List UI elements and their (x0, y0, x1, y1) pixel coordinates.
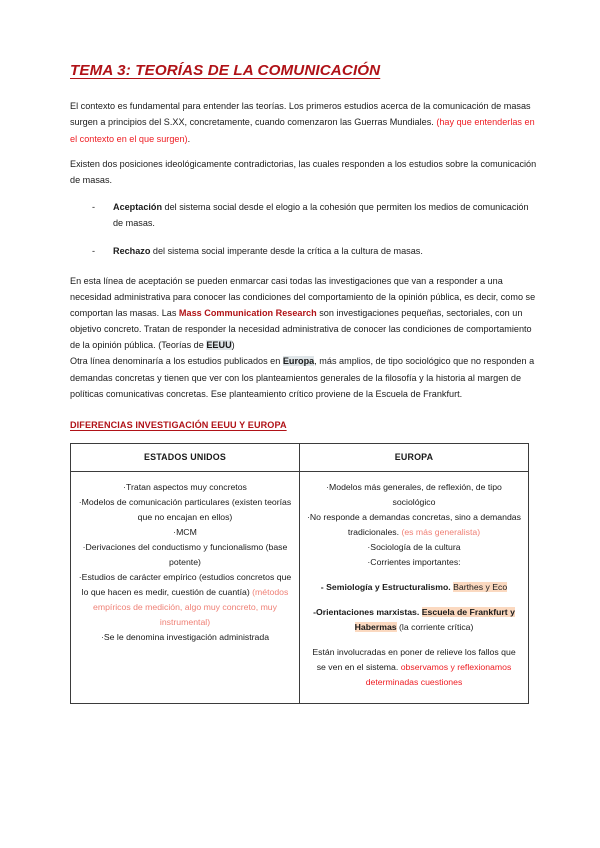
europa-line-6-label: -Orientaciones marxistas. (313, 606, 420, 617)
europa-line-4: ·Corrientes importantes: (367, 556, 461, 567)
europa-spacer-3 (307, 635, 521, 645)
table-header-europa: EUROPA (300, 443, 529, 471)
table-header-estados-unidos: ESTADOS UNIDOS (71, 443, 300, 471)
paragraph-intro-annotation: (hay que entenderlas en el contexto en el que surgen) (70, 117, 535, 144)
paragraph-europa-text-b: , más amplios, de tipo sociológico que no responden a demandas concretas y tienen que ver con los planteamientos generales de la filosofía y la historia al margen de políticas comunicativas concretas. Ese planteamiento crítico proviene de la Escuela de Frankfurt. (70, 356, 535, 399)
term-mass-communication-research: Mass Communication Research (178, 307, 317, 318)
list-item (70, 243, 538, 259)
europa-line-7-text: Están involucradas en poner de relieve los fallos que se ven en el sistema. (312, 646, 516, 672)
eeuu-line-1: ·Tratan aspectos muy concretos (123, 481, 247, 492)
list-item-lead: Rechazo (113, 246, 151, 257)
europa-spacer-1 (307, 570, 521, 580)
paragraph-europa (70, 353, 538, 402)
paragraph-positions: Existen dos posiciones ideológicamente contradictorias, las cuales responden a los estudios sobre la comunicación de masas. (70, 158, 537, 185)
europa-line-7-annotation: observamos y reflexionamos determinadas cuestiones (365, 661, 512, 687)
paragraph-mcr-text-b: son investigaciones pequeñas, sectoriales, con un objetivo concreto. Tratan de responder la necesidad administrativa de conocer las condiciones de comportamiento de la opinión pública. (Teorías de (70, 307, 532, 351)
table-header-row (71, 443, 529, 471)
eeuu-line-5 (78, 570, 292, 630)
europa-line-1: ·Modelos más generales, de reflexión, de tipo sociológico (326, 481, 502, 507)
eeuu-line-5-text: ·Estudios de carácter empírico (estudios concretos que lo que hacen es medir, cuestión de cuantía) (78, 571, 292, 597)
list-item-text: del sistema social imperante desde la crítica a la cultura de masas. (150, 246, 423, 257)
paragraph-mass-communication (70, 273, 538, 354)
eeuu-line-4: ·Derivaciones del conductismo y funcionalismo (base potente) (82, 541, 288, 567)
list-item-text: del sistema social desde el elogio a la cohesión que permiten los medios de comunicación de masas. (113, 202, 529, 229)
europa-line-2 (307, 510, 521, 540)
section-heading-diferencias: DIFERENCIAS INVESTIGACIÓN EEUU Y EUROPA (70, 419, 287, 430)
page-title: TEMA 3: TEORÍAS DE LA COMUNICACIÓN (70, 62, 381, 79)
europa-line-3: ·Sociología de la cultura (367, 541, 461, 552)
eeuu-line-3: ·MCM (173, 526, 197, 537)
eeuu-line-6: ·Se le denomina investigación administrada (100, 631, 270, 642)
highlight-eeuu: EEUU (206, 340, 232, 351)
eeuu-line-5-annotation: (métodos empíricos de medición, algo muy concreto, muy instrumental) (93, 586, 289, 627)
positions-list (70, 199, 538, 260)
europa-line-5 (307, 580, 521, 595)
paragraph-mcr-close-paren: ) (231, 340, 235, 351)
paragraph-mcr-text-a: En esta línea de aceptación se pueden enmarcar casi todas las investigaciones que van a responder a una necesidad administrativa para conocer las condiciones del comportamiento de la opinión pública, es decir, como se comportan las masas. Las (70, 275, 536, 318)
table-cell-estados-unidos (71, 471, 300, 703)
europa-line-2-annotation: (es más generalista) (401, 526, 481, 537)
europa-line-6 (307, 605, 521, 635)
europa-line-5-label: - Semiología y Estructuralismo. (320, 581, 451, 592)
highlight-europa: Europa (282, 356, 315, 367)
paragraph-intro (70, 98, 538, 147)
list-item (70, 199, 538, 231)
comparison-table (70, 443, 529, 704)
paragraph-intro-period: . (187, 133, 191, 144)
europa-spacer-2 (307, 595, 521, 605)
table-cell-europa (300, 471, 529, 703)
eeuu-line-2: ·Modelos de comunicación particulares (existen teorías que no encajan en ellos) (78, 496, 292, 522)
europa-line-6-rest: (la corriente crítica) (396, 621, 474, 632)
paragraph-europa-text-a: Otra línea denominaría a los estudios publicados en (70, 356, 283, 367)
europa-line-2-text: ·No responde a demandas concretas, sino a demandas tradicionales. (307, 511, 521, 537)
highlight-escuela-frankfurt: Escuela de Frankfurt y Habermas (354, 606, 515, 632)
europa-line-7 (307, 645, 521, 690)
paragraph-intro-text: El contexto es fundamental para entender las teorías. Los primeros estudios acerca de la comunicación de masas surgen a principios del S.XX, concretamente, cuando comenzaron las Guerras Mundiales. (70, 101, 531, 128)
table-row (71, 471, 529, 703)
list-item-lead: Aceptación (113, 202, 163, 213)
highlight-barthes-eco: Barthes y Eco (453, 581, 508, 592)
